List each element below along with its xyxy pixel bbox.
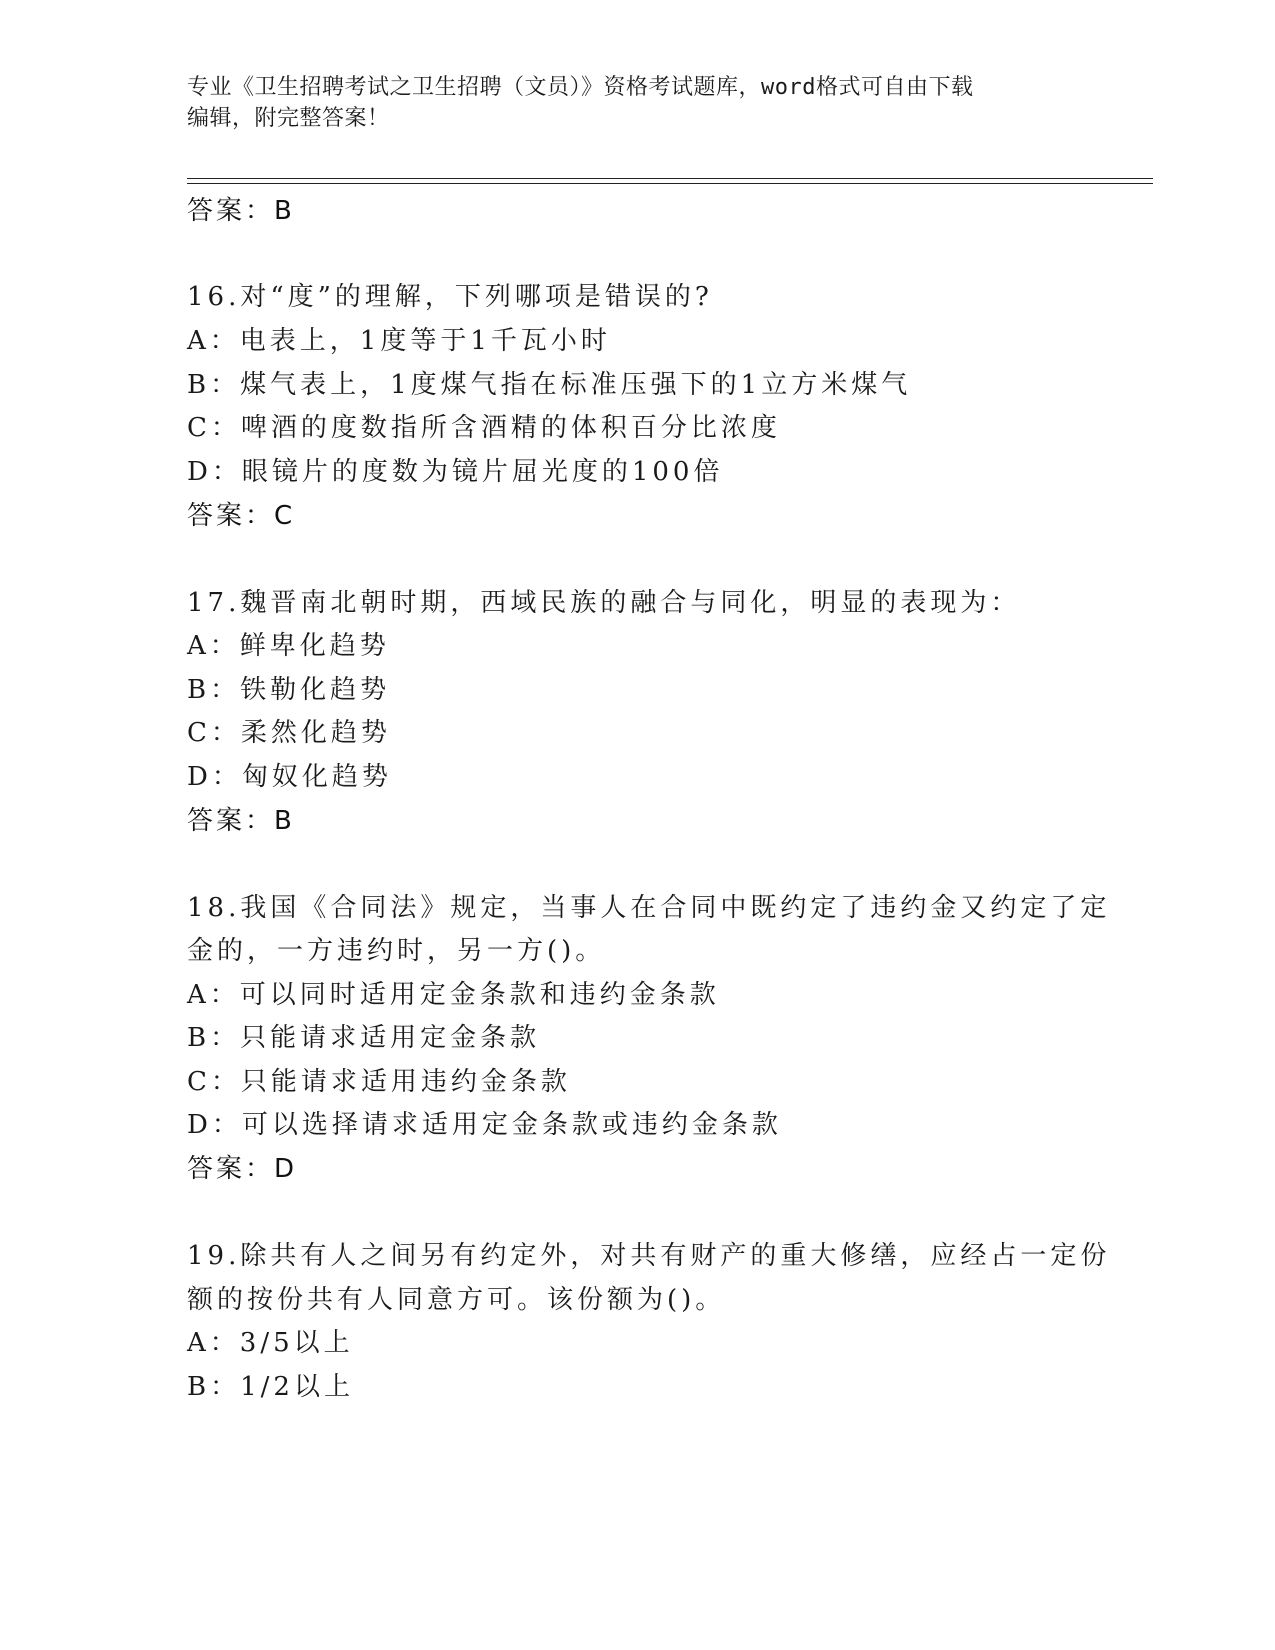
question-16-option-d: D：眼镜片的度数为镜片屈光度的100倍 — [187, 457, 724, 487]
question-18-text-line-2: 金的，一方违约时，另一方()。 — [187, 936, 606, 966]
question-17-option-d: D：匈奴化趋势 — [187, 762, 392, 792]
question-18-option-b: B：只能请求适用定金条款 — [187, 1023, 541, 1053]
question-18-answer — [187, 1148, 295, 1185]
answer-label: 答案： — [187, 1154, 275, 1184]
question-18-option-a: A：可以同时适用定金条款和违约金条款 — [187, 980, 720, 1010]
header-line-1: 专业《卫生招聘考试之卫生招聘（文员）》资格考试题库，word格式可自由下载 — [187, 75, 974, 100]
answer-value: D — [274, 1154, 296, 1184]
question-16-option-a: A：电表上，1度等于1千瓦小时 — [187, 326, 611, 356]
question-18-text-line-1: 18.我国《合同法》规定，当事人在合同中既约定了违约金又约定了定 — [187, 893, 1111, 923]
question-19-option-b: B：1/2以上 — [187, 1372, 354, 1402]
header-divider-bottom — [187, 183, 1153, 184]
answer-value: B — [274, 806, 293, 836]
answer-line-prev — [187, 190, 293, 227]
question-18-option-d: D：可以选择请求适用定金条款或违约金条款 — [187, 1110, 782, 1140]
question-16-option-b: B：煤气表上，1度煤气指在标准压强下的1立方米煤气 — [187, 370, 912, 400]
question-19-text-line-2: 额的按份共有人同意方可。该份额为()。 — [187, 1285, 726, 1315]
question-17-option-b: B：铁勒化趋势 — [187, 675, 391, 705]
answer-value: C — [274, 501, 294, 531]
question-19-option-a: A：3/5以上 — [187, 1328, 354, 1358]
question-17-option-c: C：柔然化趋势 — [187, 718, 391, 748]
question-19-text-line-1: 19.除共有人之间另有约定外，对共有财产的重大修缮，应经占一定份 — [187, 1241, 1111, 1271]
answer-label: 答案： — [187, 196, 275, 226]
question-18-option-c: C：只能请求适用违约金条款 — [187, 1067, 571, 1097]
answer-label: 答案： — [187, 501, 275, 531]
header-divider-top — [187, 178, 1153, 179]
question-17-text: 17.魏晋南北朝时期，西域民族的融合与同化，明显的表现为： — [187, 588, 1021, 618]
question-17-option-a: A：鲜卑化趋势 — [187, 631, 390, 661]
document-header — [187, 72, 1087, 134]
question-17-answer — [187, 800, 293, 837]
answer-value: B — [274, 196, 293, 226]
answer-label: 答案： — [187, 806, 275, 836]
question-16-answer — [187, 495, 293, 532]
question-16-text: 16.对“度”的理解，下列哪项是错误的? — [187, 282, 713, 312]
header-line-2: 编辑，附完整答案！ — [187, 106, 390, 131]
question-16-option-c: C：啤酒的度数指所含酒精的体积百分比浓度 — [187, 413, 781, 443]
